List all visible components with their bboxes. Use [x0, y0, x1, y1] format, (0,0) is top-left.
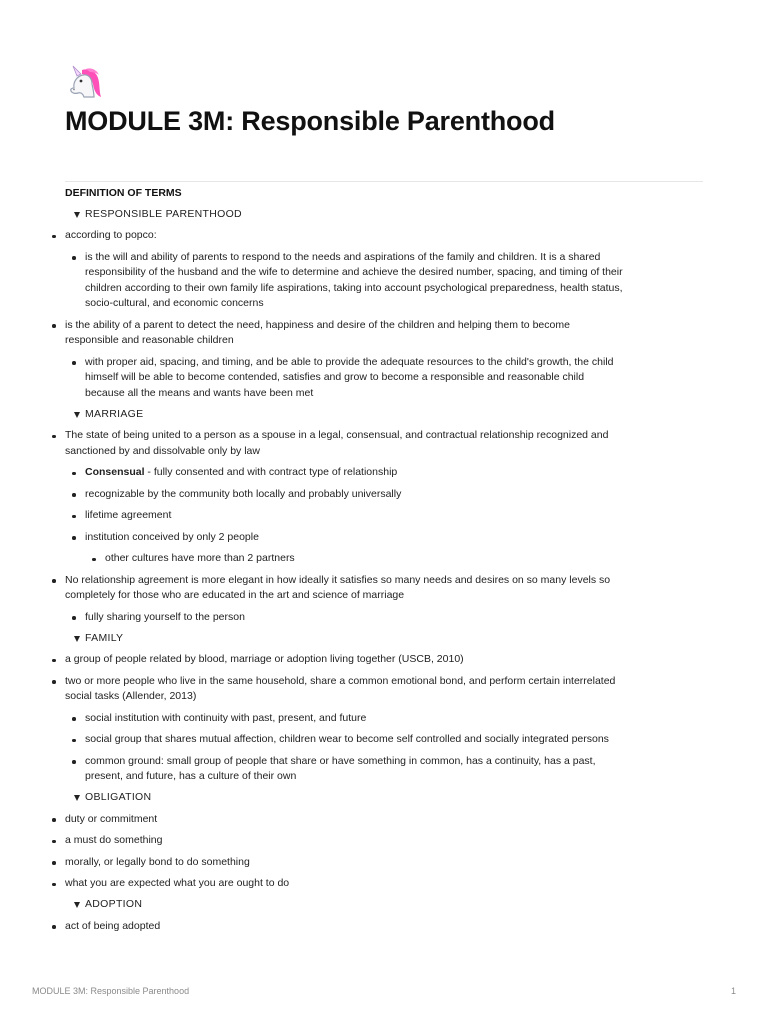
list-item [65, 428, 625, 567]
item-text: according to popco: [65, 229, 157, 241]
bullet-list [65, 652, 625, 785]
list-item [85, 610, 625, 626]
list-item-text [65, 855, 625, 871]
unicorn-icon [64, 64, 108, 108]
item-text: two or more people who live in the same household, share a common emotional bond, and perform certain interrelated social tasks (Allender, 2013) [65, 674, 616, 702]
bullet-list [65, 465, 625, 567]
list-item-text [65, 652, 625, 668]
bullet-list [65, 428, 625, 625]
list-item-text [65, 318, 625, 349]
list-item [105, 551, 625, 567]
list-item [65, 318, 625, 402]
bullet-list [65, 919, 625, 935]
list-item-text [85, 465, 625, 481]
list-item [65, 833, 625, 849]
item-text: act of being adopted [65, 919, 161, 932]
list-item-text [65, 228, 625, 244]
item-text: is the will and ability of parents to respond to the needs and aspirations of the family and children. It is a shared responsibility of the husband and the wife to determine and achieve the desired number, spacing, and timing of their children according to their own family life aspirations, taking into account psychological preparedness, health status, socio-cultural, and economic concerns [85, 250, 623, 309]
item-text: a must do something [65, 834, 163, 846]
toggle-header[interactable] [65, 207, 705, 222]
list-item [85, 711, 625, 727]
list-item-text [85, 754, 625, 785]
list-item [85, 487, 625, 503]
toggle-header[interactable] [65, 631, 705, 646]
title-divider [65, 181, 703, 182]
list-item-text [85, 610, 625, 626]
list-item-text [65, 919, 625, 935]
list-item-text [85, 711, 625, 727]
list-item-text [65, 428, 625, 459]
list-item-text [65, 833, 625, 849]
list-item-text [85, 250, 625, 312]
toggle-block [65, 631, 705, 785]
bullet-list [65, 812, 625, 892]
toggle-label: OBLIGATION [85, 791, 152, 804]
item-text: duty or commitment [65, 812, 158, 825]
item-text: social group that shares mutual affection, children wear to become self controlled and socially integrated persons [85, 733, 609, 745]
list-item [85, 465, 625, 481]
list-item-text [105, 551, 625, 567]
toggle-block [65, 407, 705, 625]
list-item [85, 754, 625, 785]
item-text: recognizable by the community both locally and probably universally [85, 487, 402, 500]
item-text: a group of people related by blood, marriage or adoption living together (USCB, 2010) [65, 653, 464, 665]
footer-title: MODULE 3M: Responsible Parenthood [32, 986, 190, 996]
bold-term: Consensual [85, 466, 145, 478]
triangle-down-icon[interactable] [74, 412, 80, 418]
list-item [65, 876, 625, 892]
toggle-block [65, 898, 705, 935]
list-item [85, 355, 625, 402]
list-item [65, 573, 625, 626]
list-item [65, 228, 625, 312]
list-item-text [65, 812, 625, 828]
toggle-header[interactable] [65, 407, 705, 422]
bullet-list [65, 610, 625, 626]
triangle-down-icon[interactable] [74, 212, 80, 218]
item-text: morally, or legally bond to do something [65, 855, 250, 868]
toggle-label: FAMILY [85, 631, 124, 644]
toggle-block [65, 207, 705, 401]
toggle-label: MARRIAGE [85, 407, 144, 420]
list-item-text [65, 573, 625, 604]
list-item [65, 812, 625, 828]
list-item [85, 508, 625, 524]
bullet-list [65, 228, 625, 401]
list-item [85, 732, 625, 748]
item-text: social institution with continuity with past, present, and future [85, 711, 367, 724]
item-text: is the ability of a parent to detect the need, happiness and desire of the children and helping them to become responsible and reasonable children [65, 318, 570, 346]
item-text: lifetime agreement [85, 509, 172, 521]
item-text: other cultures have more than 2 partners [105, 552, 295, 564]
triangle-down-icon[interactable] [74, 636, 80, 642]
footer-page-number: 1 [730, 986, 736, 996]
item-text: - fully consented and with contract type of relationship [144, 466, 398, 478]
list-item [85, 530, 625, 567]
item-text: institution conceived by only 2 people [85, 530, 259, 543]
list-item [85, 250, 625, 312]
triangle-down-icon[interactable] [74, 795, 80, 801]
list-item-text [85, 530, 625, 546]
list-item-text [65, 876, 625, 892]
toggle-block [65, 791, 705, 892]
item-text: No relationship agreement is more elegant in how ideally it satisfies so many needs and desires on so many levels so completely for those who are educated in the art and science of marriage [65, 573, 611, 601]
page-title: MODULE 3M: Responsible Parenthood [65, 106, 555, 136]
section-heading: DEFINITION OF TERMS [65, 187, 182, 199]
triangle-down-icon[interactable] [74, 902, 80, 908]
list-item-text [85, 508, 625, 524]
item-text: The state of being united to a person as a spouse in a legal, consensual, and contractual relationship recognized and sanctioned by and dissolvable only by law [65, 429, 609, 457]
item-text: common ground: small group of people that share or have something in common, has a continuity, has a past, present, and future, has a culture of their own [85, 754, 596, 782]
toggle-label: RESPONSIBLE PARENTHOOD [85, 207, 242, 220]
toggle-header[interactable] [65, 898, 705, 913]
list-item [65, 919, 625, 935]
toggle-label: ADOPTION [85, 898, 143, 911]
list-item [65, 674, 625, 785]
item-text: with proper aid, spacing, and timing, and be able to provide the adequate resources to the child's growth, the child himself will be able to become contended, satisfies and grow to become a responsible and reasonable child because all the means and wants have been met [85, 355, 614, 399]
document-body [65, 207, 705, 940]
list-item-text [85, 732, 625, 748]
list-item-text [85, 487, 625, 503]
list-item [65, 652, 625, 668]
item-text: what you are expected what you are ought to do [65, 877, 290, 889]
item-text: fully sharing yourself to the person [85, 610, 245, 623]
toggle-header[interactable] [65, 791, 705, 806]
bullet-list [65, 711, 625, 785]
list-item-text [65, 674, 625, 705]
bullet-list [85, 551, 625, 567]
list-item [65, 855, 625, 871]
bullet-list [65, 250, 625, 312]
bullet-list [65, 355, 625, 402]
list-item-text [85, 355, 625, 402]
